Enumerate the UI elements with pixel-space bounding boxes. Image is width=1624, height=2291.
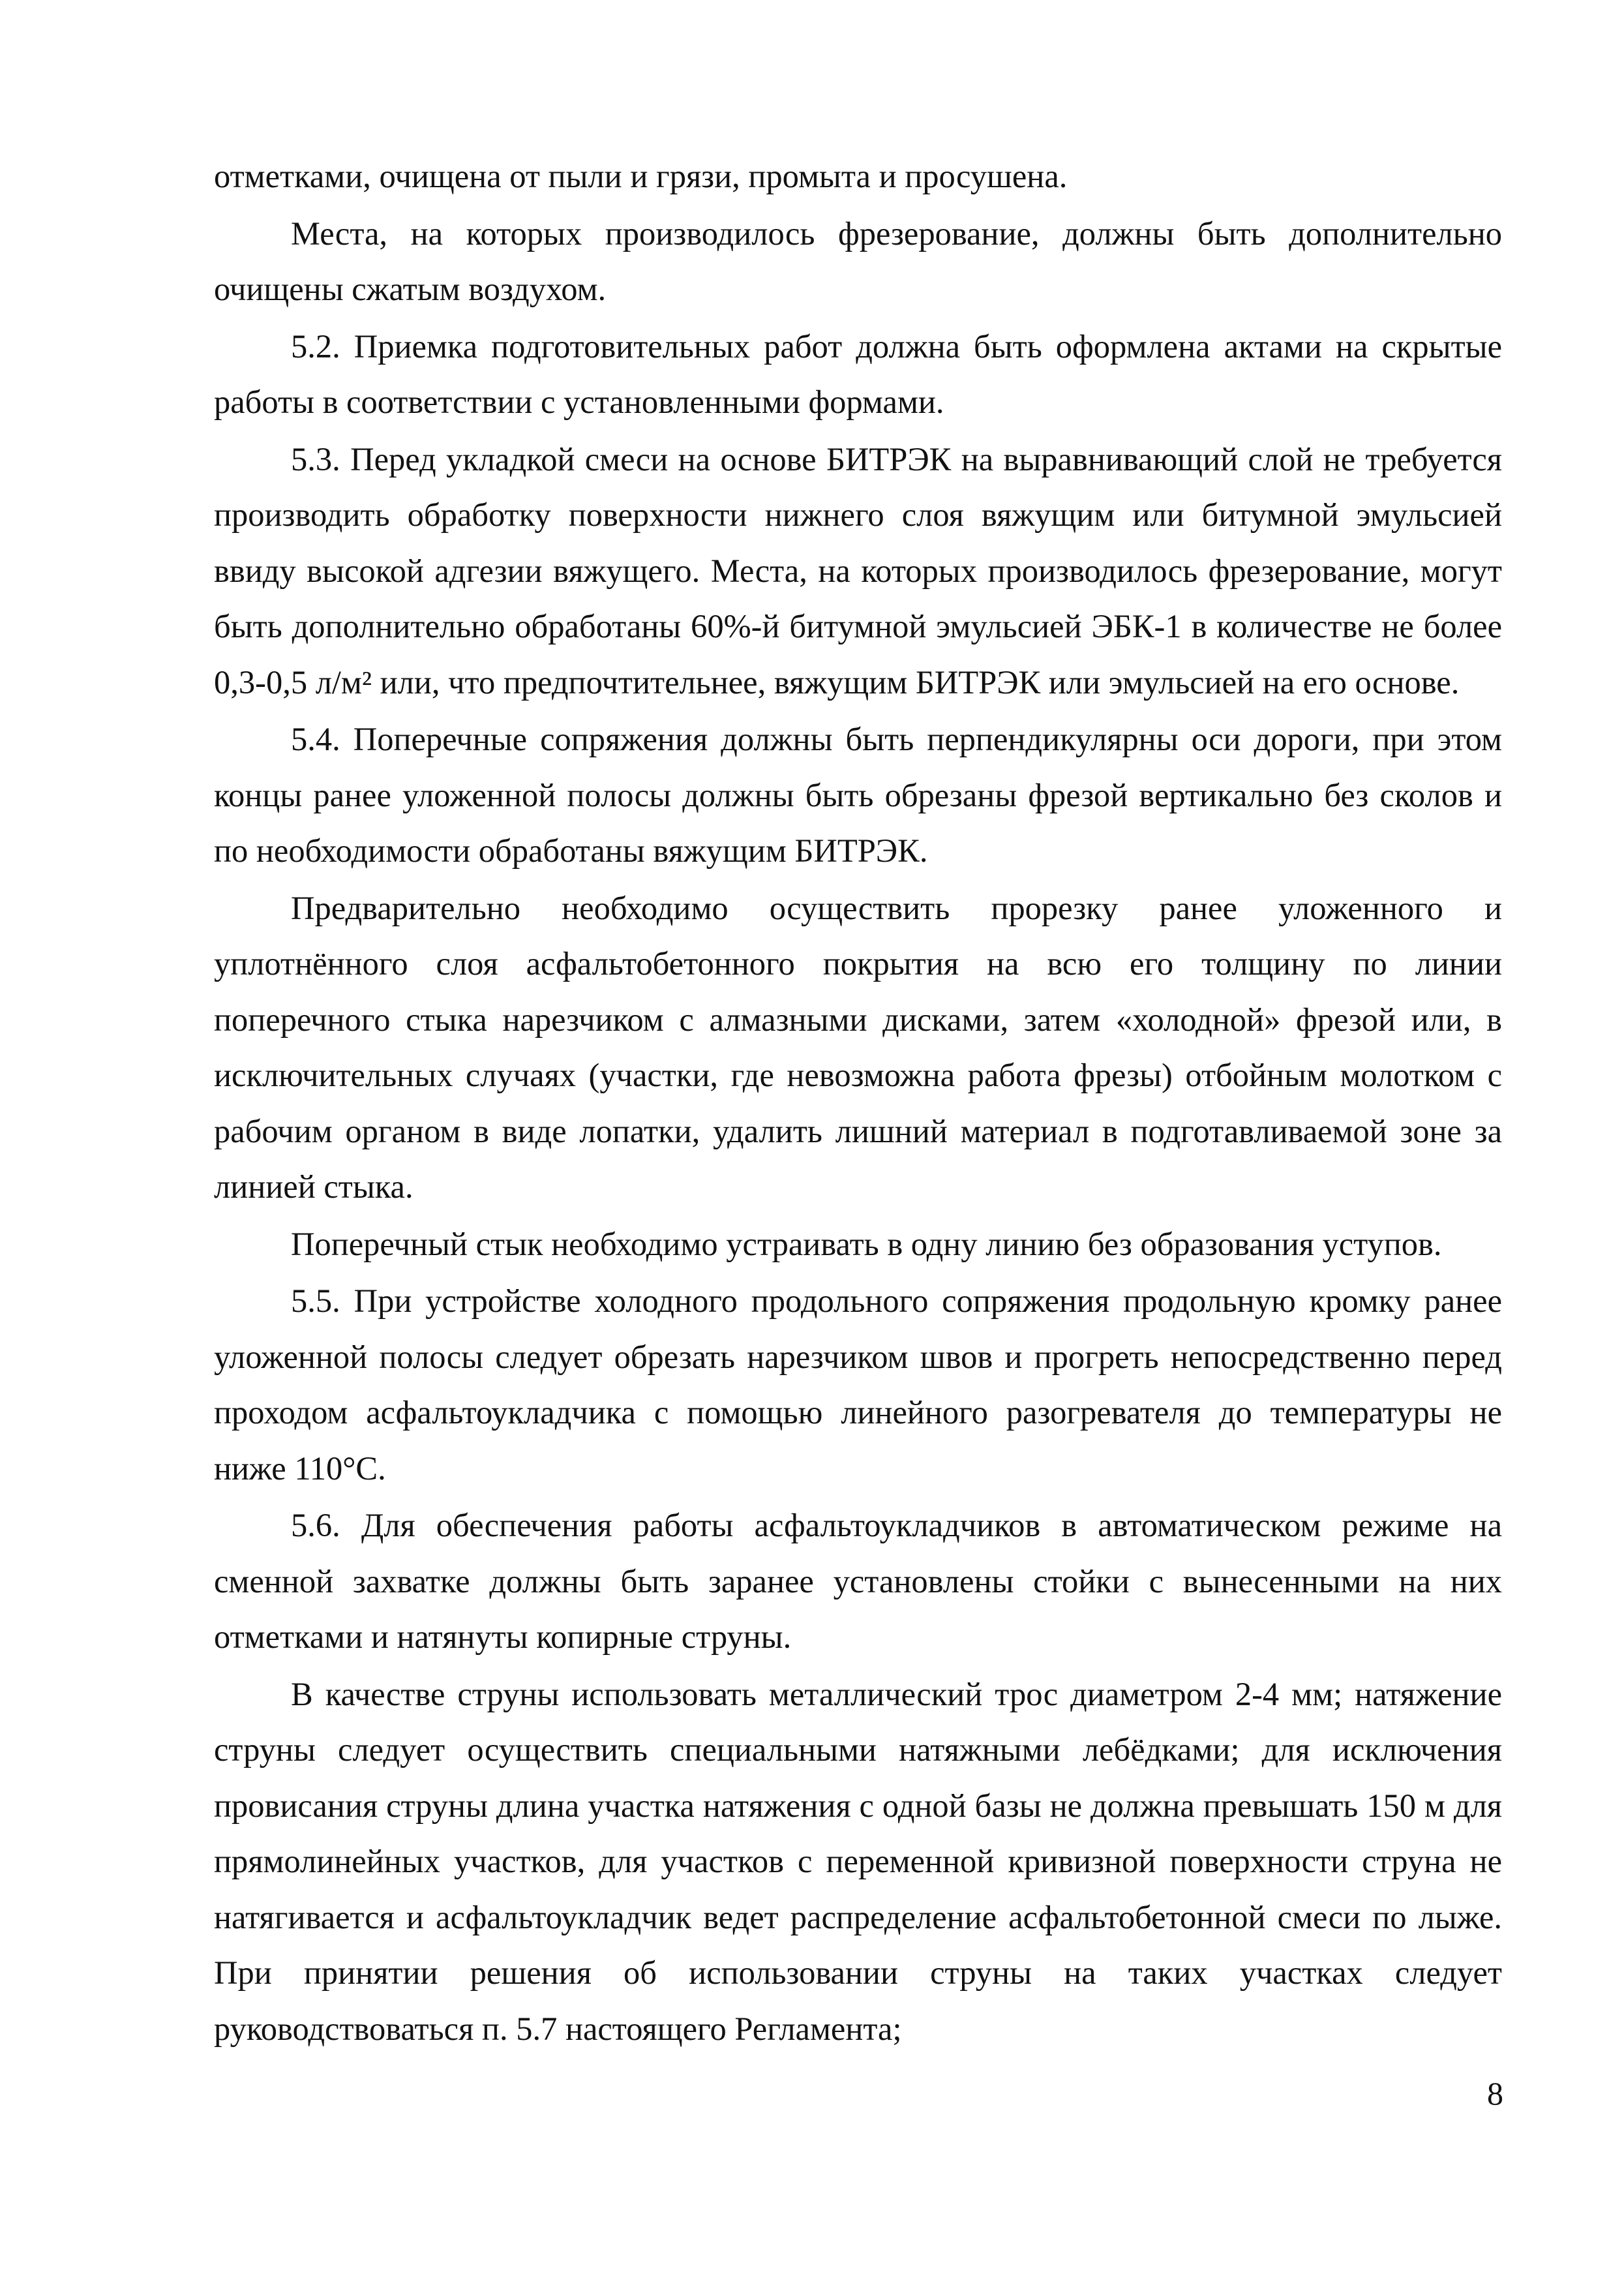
page-number: 8 <box>1487 2075 1503 2112</box>
body-text <box>214 149 1502 2058</box>
paragraph-continuation: отметками, очищена от пыли и грязи, промыта и просушена. <box>214 158 1068 194</box>
paragraph-milling-cleaning: Места, на которых производилось фрезерование, должны быть дополнительно очищены сжатым воздухом. <box>214 215 1502 307</box>
paragraph-cutting-joint: Предварительно необходимо осуществить прорезку ранее уложенного и уплотнённого слоя асфальтобетонного покрытия на всю его толщину по линии поперечного стыка нарезчиком с алмазными дисками, затем «холодной» фрезой или, в исключительных случаях (участки, где невозможна работа фрезы) отбойным молотком с рабочим органом в виде лопатки, удалить лишний материал в подготавливаемой зоне за линией стыка. <box>214 889 1502 1205</box>
paragraph-5-2: 5.2. Приемка подготовительных работ должна быть оформлена актами на скрытые работы в соответствии с установленными формами. <box>214 327 1502 420</box>
paragraph-5-4: 5.4. Поперечные сопряжения должны быть перпендикулярны оси дороги, при этом концы ранее уложенной полосы должны быть обрезаны фрезой вертикально без сколов и по необходимости обработаны вяжущим БИТРЭК. <box>214 721 1502 869</box>
paragraph-5-6: 5.6. Для обеспечения работы асфальтоукладчиков в автоматическом режиме на сменной захватке должны быть заранее установлены стойки с вынесенными на них отметками и натянуты копирные струны. <box>214 1507 1502 1655</box>
paragraph-string-tension: В качестве струны использовать металлический трос диаметром 2-4 мм; натяжение струны следует осуществить специальными натяжными лебёдками; для исключения провисания струны длина участка натяжения с одной базы не должна превышать 150 м для прямолинейных участков, для участков с переменной кривизной поверхности струна не натягивается и асфальтоукладчик ведет распределение асфальтобетонной смеси по лыже. При принятии решения об использовании струны на таких участках следует руководствоваться п. 5.7 настоящего Регламента; <box>214 1675 1502 2047</box>
paragraph-5-5: 5.5. При устройстве холодного продольного сопряжения продольную кромку ранее уложенной полосы следует обрезать нарезчиком швов и прогреть непосредственно перед проходом асфальтоукладчика с помощью линейного разогревателя до температуры не ниже 110°С. <box>214 1282 1502 1487</box>
paragraph-transverse-joint: Поперечный стык необходимо устраивать в одну линию без образования уступов. <box>291 1225 1442 1262</box>
paragraph-5-3: 5.3. Перед укладкой смеси на основе БИТРЭК на выравнивающий слой не требуется производить обработку поверхности нижнего слоя вяжущим или битумной эмульсией ввиду высокой адгезии вяжущего. Места, на которых производилось фрезерование, могут быть дополнительно обработаны 60%-й битумной эмульсией ЭБК-1 в количестве не более 0,3-0,5 л/м² или, что предпочтительнее, вяжущим БИТРЭК или эмульсией на его основе. <box>214 440 1502 701</box>
